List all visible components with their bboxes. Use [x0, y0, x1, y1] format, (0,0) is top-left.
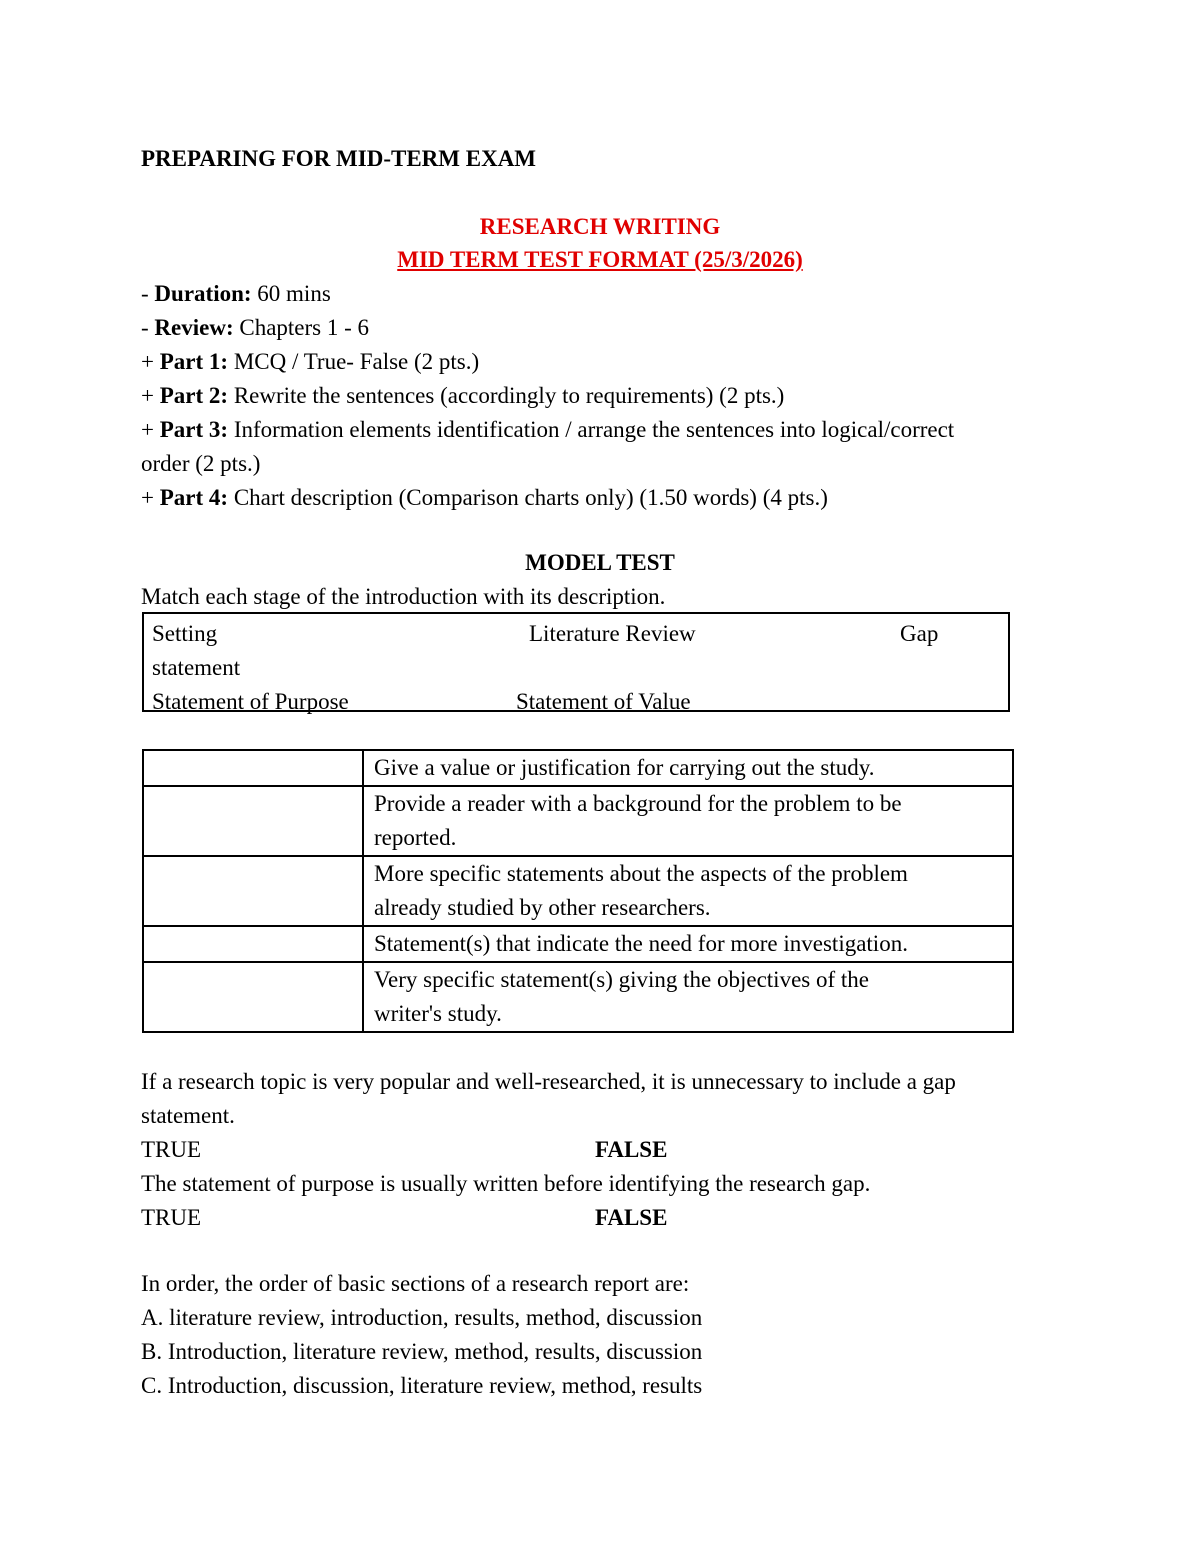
table-row [143, 750, 1013, 786]
stage-gap: Gap [900, 621, 939, 646]
table-row [143, 926, 1013, 962]
model-test-title: MODEL TEST [525, 550, 675, 575]
tf-option-true[interactable]: TRUE [141, 1137, 202, 1162]
description-cell: Give a value or justification for carrying out the study. [363, 750, 1013, 786]
answer-cell[interactable] [143, 856, 363, 926]
mcq-option-b[interactable]: B. Introduction, literature review, method, results, discussion [141, 1339, 703, 1364]
description-cell: More specific statements about the aspects of the problem already studied by other researchers. [363, 856, 1013, 926]
stage-purpose: Statement of Purpose [152, 689, 349, 714]
tf-question-2: The statement of purpose is usually written before identifying the research gap. [141, 1171, 871, 1196]
table-row [143, 786, 1013, 856]
stage-setting: Setting [152, 621, 218, 646]
format-title: MID TERM TEST FORMAT (25/3/2026) [397, 247, 803, 272]
stage-literature-review: Literature Review [529, 621, 696, 646]
part-2-line: + Part 2: Rewrite the sentences (accordingly to requirements) (2 pts.) [141, 383, 785, 408]
tf-question-1: If a research topic is very popular and well-researched, it is unnecessary to include a gap [141, 1069, 956, 1094]
review-line: - Review: Chapters 1 - 6 [141, 315, 370, 340]
part-4-line: + Part 4: Chart description (Comparison charts only) (1.50 words) (4 pts.) [141, 485, 828, 510]
description-cell: Statement(s) that indicate the need for more investigation. [363, 926, 1013, 962]
tf-question-1-cont: statement. [141, 1103, 235, 1128]
mcq-option-a[interactable]: A. literature review, introduction, results, method, discussion [141, 1305, 703, 1330]
table-row [143, 856, 1013, 926]
table-row [143, 962, 1013, 1032]
mcq-question: In order, the order of basic sections of a research report are: [141, 1271, 690, 1296]
stage-setting-cont: statement [152, 655, 241, 680]
tf-option-true[interactable]: TRUE [141, 1205, 202, 1230]
tf-option-false[interactable]: FALSE [595, 1137, 668, 1162]
answer-cell[interactable] [143, 750, 363, 786]
stage-options-box [142, 612, 1010, 712]
tf-option-false[interactable]: FALSE [595, 1205, 668, 1230]
matching-instruction: Match each stage of the introduction with its description. [141, 584, 666, 609]
part-1-line: + Part 1: MCQ / True- False (2 pts.) [141, 349, 480, 374]
page-title: PREPARING FOR MID-TERM EXAM [141, 146, 537, 171]
course-title: RESEARCH WRITING [479, 214, 721, 239]
description-cell: Provide a reader with a background for the problem to be reported. [363, 786, 1013, 856]
matching-table [142, 749, 1014, 1033]
part-3-line: + Part 3: Information elements identification / arrange the sentences into logical/correct [141, 417, 955, 442]
mcq-option-c[interactable]: C. Introduction, discussion, literature review, method, results [141, 1373, 703, 1398]
answer-cell[interactable] [143, 926, 363, 962]
part-3-continuation: order (2 pts.) [141, 451, 261, 476]
answer-cell[interactable] [143, 786, 363, 856]
description-cell: Very specific statement(s) giving the objectives of the writer's study. [363, 962, 1013, 1032]
duration-line: - Duration: 60 mins [141, 281, 331, 306]
stage-value: Statement of Value [516, 689, 691, 714]
answer-cell[interactable] [143, 962, 363, 1032]
